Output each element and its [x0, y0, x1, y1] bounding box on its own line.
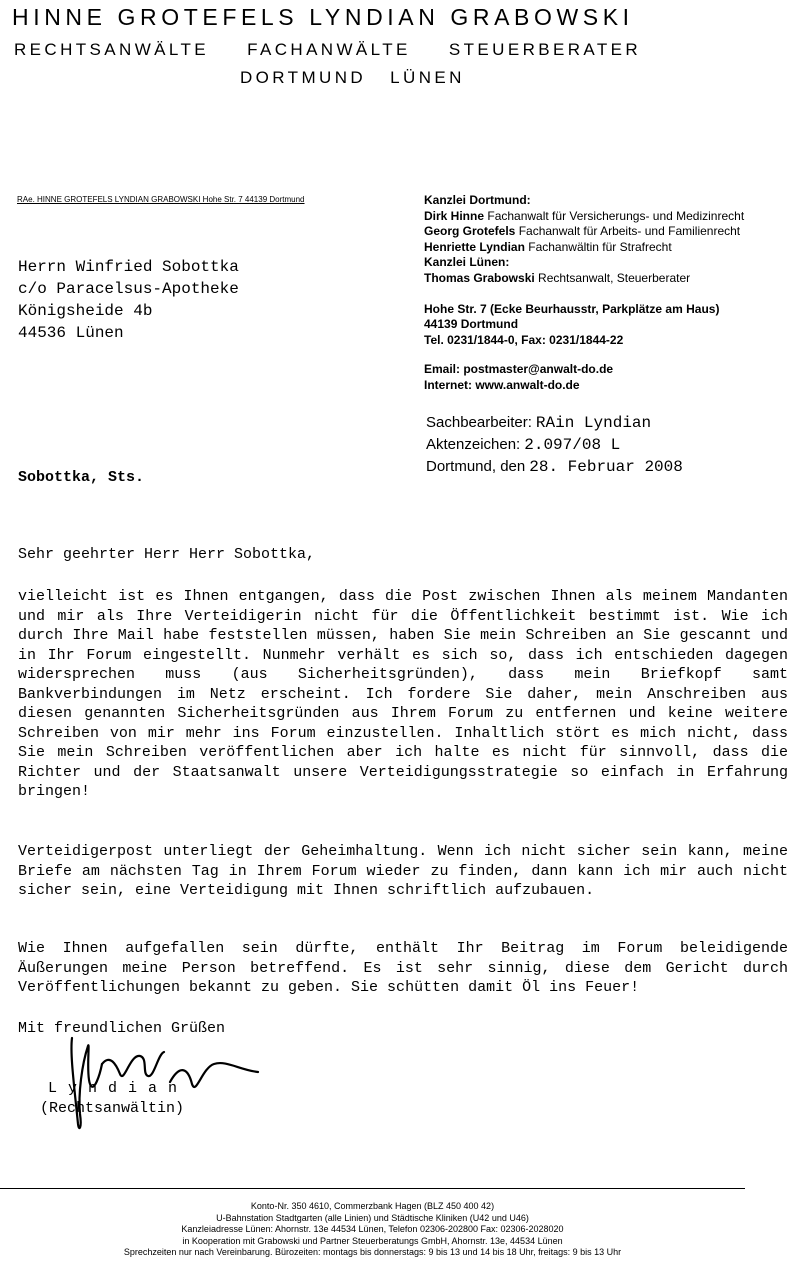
recipient-line: Königsheide 4b [18, 302, 153, 320]
office-address-line: Hohe Str. 7 (Ecke Beurhausstr, Parkplätze am Haus) [424, 301, 720, 316]
footer-info [0, 1201, 745, 1259]
closing-phrase: Mit freundlichen Grüßen [18, 1020, 226, 1037]
lawyer-title: Rechtsanwalt, Steuerberater [538, 270, 691, 285]
meta-file-value: 2.097/08 L [524, 436, 621, 454]
lawyer-entry [424, 240, 744, 256]
office-luenen-heading: Kanzlei Lünen: [424, 255, 510, 270]
lawyer-entry [424, 224, 744, 240]
footer-line: in Kooperation mit Grabowski und Partner Steuerberatungs GmbH, Ahornstr. 13e, 44534 Lünen [182, 1235, 563, 1246]
office-email: Email: postmaster@anwalt-do.de [424, 362, 614, 377]
letter-meta [426, 412, 683, 478]
sender-return-line: RAe. HINNE GROTEFELS LYNDIAN GRABOWSKI Hohe Str. 7 44139 Dortmund [17, 195, 305, 204]
lawyer-name: Thomas Grabowski [424, 270, 535, 285]
lawyer-name: Henriette Lyndian [424, 239, 525, 254]
body-paragraph: vielleicht ist es Ihnen entgangen, dass die Post zwischen Ihnen als meinem Mandanten und mir als Ihre Verteidigerin nicht für die Öffentlichkeit bestimmt ist. Wie ich durch Ihre Mail habe feststellen müssen, haben Sie mein Schreiben an Sie gescannt und in Ihr Forum eingestellt. Nunmehr verhält es sich so, dass ich entschieden dagegen widersprechen muss (aus Sicherheitsgründen), dass mein Briefkopf samt Bankverbindungen im Netz erscheint. Ich fordere Sie daher, mein Anschreiben aus diesen genannten Sicherheitsgründen aus Ihrem Forum zu entfernen und keine weitere Schreiben von mir mehr ins Forum einzustellen. Inhaltlich stört es mich nicht, dass Sie mein Schreiben veröffentlichen aber ich halte es nicht für sinnvoll, dass die Richter und der Staatsanwalt unsere Verteidigungsstrategie so einfach in Erfahrung bringen! [18, 588, 788, 800]
body-paragraph: Verteidigerpost unterliegt der Geheimhaltung. Wenn ich nicht sicher sein kann, meine Briefe am nächsten Tag in Ihrem Forum wieder zu finden, dann kann ich mir auch nicht sicher sein, eine Verteidigung mit Ihnen schriftlich aufzubauen. [18, 843, 788, 899]
handwritten-signature [30, 1024, 270, 1134]
meta-file [426, 434, 683, 456]
recipient-line: c/o Paracelsus-Apotheke [18, 280, 239, 298]
lawyer-entry [424, 209, 744, 225]
letterhead-cities: DORTMUND LÜNEN [240, 68, 465, 87]
footer-line: U-Bahnstation Stadtgarten (alle Linien) und Städtische Kliniken (U42 und U46) [216, 1212, 529, 1223]
meta-clerk-label: Sachbearbeiter: [426, 414, 532, 431]
lawyer-title: Fachanwalt für Versicherungs- und Medizinrecht [487, 208, 745, 223]
lawyer-entry [424, 271, 744, 287]
office-internet: Internet: www.anwalt-do.de [424, 377, 580, 392]
lawyer-title: Fachanwältin für Strafrecht [528, 239, 672, 254]
meta-date-value: 28. Februar 2008 [529, 458, 683, 476]
lawyer-title: Fachanwalt für Arbeits- und Familienrecht [518, 224, 741, 239]
salutation: Sehr geehrter Herr Herr Sobottka, [18, 546, 316, 563]
recipient-address [18, 256, 239, 344]
lawyer-name: Dirk Hinne [424, 208, 485, 223]
recipient-line: Herrn Winfried Sobottka [18, 258, 239, 276]
office-dortmund-heading: Kanzlei Dortmund: [424, 193, 531, 207]
meta-clerk-value: RAin Lyndian [535, 414, 652, 432]
recipient-line: 44536 Lünen [18, 324, 124, 342]
letter-subject: Sobottka, Sts. [18, 469, 145, 486]
signer-role: (Rechtsanwältin) [40, 1100, 185, 1117]
footer-line: Sprechzeiten nur nach Vereinbarung. Bürozeiten: montags bis donnerstags: 9 bis 13 und 14 bis 18 Uhr, freitags: 9 bis 13 Uhr [123, 1247, 622, 1258]
office-address-city: 44139 Dortmund [424, 317, 519, 332]
meta-date-label: Dortmund, den [426, 458, 526, 475]
signer-name: Lyndian [48, 1080, 189, 1097]
letterhead-firm-name: HINNE GROTEFELS LYNDIAN GRABOWSKI [12, 4, 634, 30]
office-info-block [424, 193, 744, 394]
meta-clerk [426, 412, 683, 434]
meta-file-label: Aktenzeichen: [426, 436, 521, 453]
meta-date [426, 456, 683, 478]
footer-line: Kanzleiadresse Lünen: Ahornstr. 13e 44534 Lünen, Telefon 02306-202800 Fax: 02306-2028020 [181, 1224, 564, 1235]
footer-line: Konto-Nr. 350 4610, Commerzbank Hagen (BLZ 450 400 42) [250, 1201, 495, 1211]
body-paragraph: Wie Ihnen aufgefallen sein dürfte, enthält Ihr Beitrag im Forum beleidigende Äußerungen meine Person betreffend. Es ist sehr sinnig, diese dem Gericht durch Veröffentlichungen bekannt zu geben. Sie schütten damit Öl ins Feuer! [18, 940, 788, 996]
footer-divider [0, 1188, 745, 1189]
letterhead-professions: RECHTSANWÄLTE FACHANWÄLTE STEUERBERATER [14, 40, 642, 59]
lawyer-name: Georg Grotefels [424, 224, 516, 239]
office-phone: Tel. 0231/1844-0, Fax: 0231/1844-22 [424, 332, 624, 347]
